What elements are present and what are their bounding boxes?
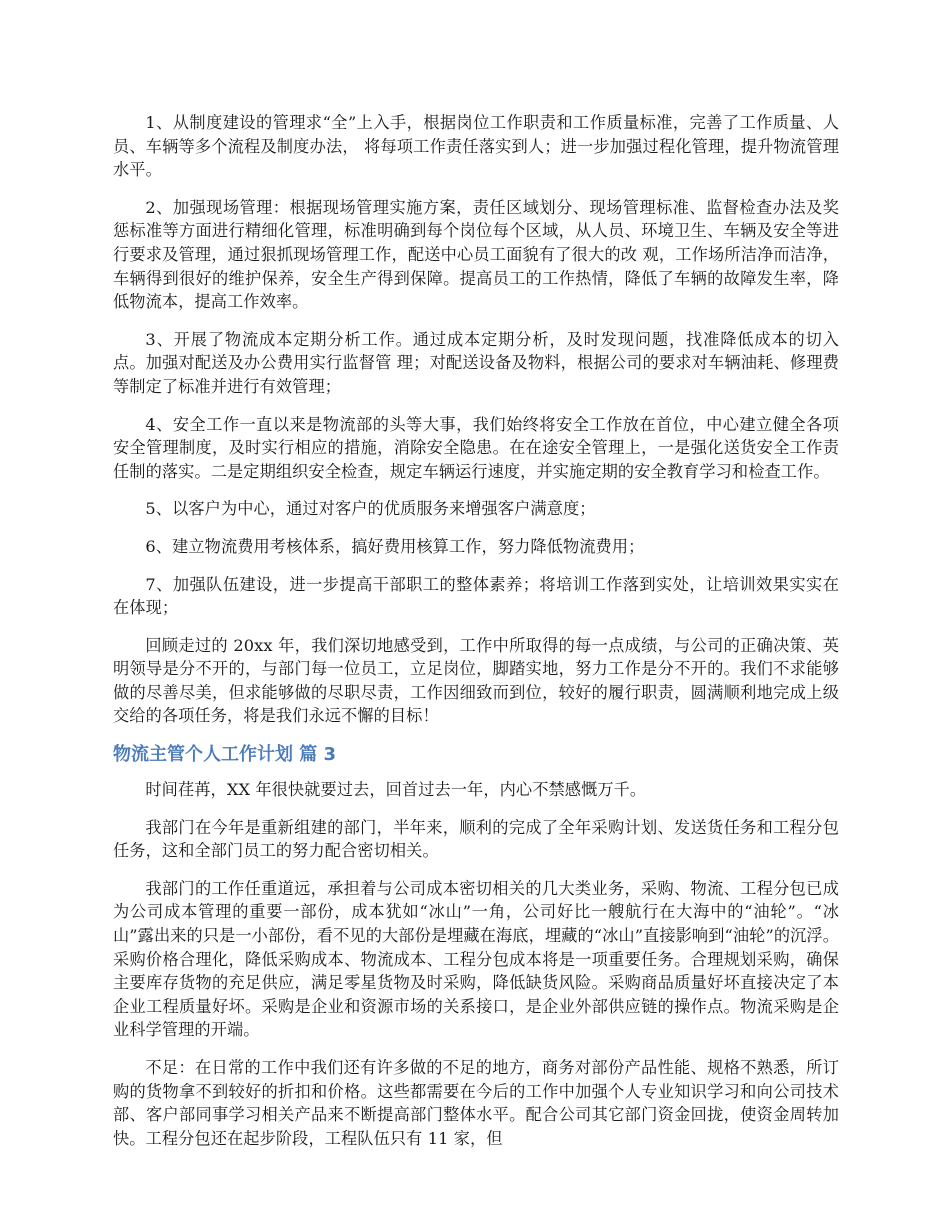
paragraph-item-7: 7、加强队伍建设，进一步提高干部职工的整体素养；将培训工作落到实处，让培训效果实实在在体现；: [113, 574, 839, 618]
paragraph-review: 回顾走过的 20xx 年，我们深切地感受到，工作中所取得的每一点成绩，与公司的正确决策、英明领导是分不开的，与部门每一位员工，立足岗位，脚踏实地，努力工作是分不开的。我们不求能够做的尽善尽美，但求能够做的尽职尽责，工作因细致而到位，较好的履行职责，圆满顺利地完成上级交给的各项任务，将是我们永远不懈的目标！: [113, 635, 839, 726]
document-page: [113, 111, 839, 1164]
paragraph-item-4: 4、安全工作一直以来是物流部的头等大事，我们始终将安全工作放在首位，中心建立健全各项安全管理制度，及时实行相应的措施，消除安全隐患。在在途安全管理上，一是强化送货安全工作责任制的落实。二是定期组织安全检查，规定车辆运行速度，并实施定期的安全教育学习和检查工作。: [113, 414, 839, 481]
paragraph-item-2: 2、加强现场管理：根据现场管理实施方案，责任区域划分、现场管理标准、监督检查办法及奖惩标准等方面进行精细化管理，标准明确到每个岗位每个区域，从人员、环境卫生、车辆及安全等进行要求及管理，通过狠抓现场管理工作，配送中心员工面貌有了很大的改 观，工作场所洁净而洁净，车辆得到很好的维护保养，安全生产得到保障。提高员工的工作热情，降低了车辆的故障发生率，降低物流本，提高工作效率。: [113, 197, 839, 312]
paragraph-item-3: 3、开展了物流成本定期分析工作。通过成本定期分析，及时发现问题，找准降低成本的切入点。加强对配送及办公费用实行监督管 理；对配送设备及物料，根据公司的要求对车辆油耗、修理费等制定了标准并进行有效管理；: [113, 329, 839, 396]
section-heading: 物流主管个人工作计划 篇 3: [113, 744, 337, 766]
paragraph-item-6: 6、建立物流费用考核体系，搞好费用核算工作，努力降低物流费用；: [145, 536, 645, 556]
paragraph-item-1: 1、从制度建设的管理求“全”上入手，根据岗位工作职责和工作质量标准，完善了工作质量、人员、车辆等多个流程及制度办法， 将每项工作责任落实到人；进一步加强过程化管理，提升物流管理水平。: [113, 113, 839, 180]
paragraph-shortcomings: 不足：在日常的工作中我们还有许多做的不足的地方，商务对部份产品性能、规格不熟悉，所订购的货物拿不到较好的折扣和价格。这些都需要在今后的工作中加强个人专业知识学习和向公司技术部、客户部同事学习相关产品来不断提高部门整体水平。配合公司其它部门资金回拢，使资金周转加快。工程分包还在起步阶段，工程队伍只有 11 家，但: [113, 1058, 839, 1148]
paragraph-department: 我部门在今年是重新组建的部门，半年来，顺利的完成了全年采购计划、发送货任务和工程分包任务，这和全部门员工的努力配合密切相关。: [113, 817, 839, 861]
paragraph-responsibilities: 我部门的工作任重道远，承担着与公司成本密切相关的几大类业务，采购、物流、工程分包已成为公司成本管理的重要一部份，成本犹如“冰山”一角，公司好比一艘航行在大海中的“油轮”。“冰山”露出来的只是一小部份，看不见的大部份是埋藏在海底，埋藏的“冰山”直接影响到“油轮”的沉浮。采购价格合理化，降低采购成本、物流成本、工程分包成本将是一项重要任务。合理规划采购，确保主要库存货物的充足供应，满足零星货物及时采购，降低缺货风险。采购商品质量好坏直接决定了本企业工程质量好坏。采购是企业和资源市场的关系接口，是企业外部供应链的操作点。物流采购是企业科学管理的开端。: [113, 878, 839, 1040]
paragraph-intro: 时间荏苒，XX 年很快就要过去，回首过去一年，内心不禁感慨万千。: [145, 780, 647, 800]
paragraph-item-5: 5、以客户为中心，通过对客户的优质服务来增强客户满意度；: [145, 499, 596, 519]
